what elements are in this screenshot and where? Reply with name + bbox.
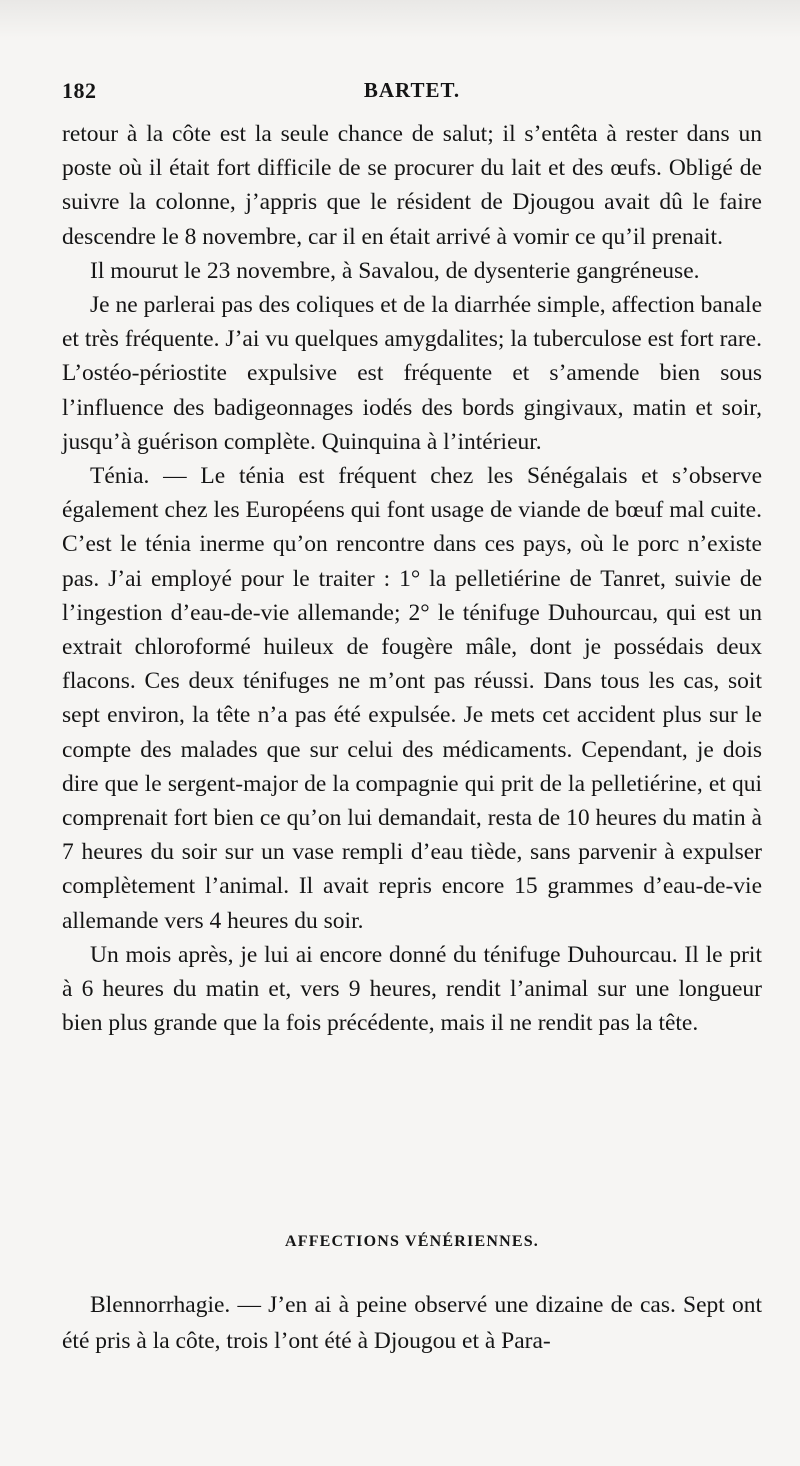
section-body-text [62, 1287, 762, 1359]
running-head: BARTET. [363, 78, 461, 102]
paragraph: Blennorrhagie. — J’en ai à peine observé une dizaine de cas. Sept ont été pris à la côte, trois l’ont été à Djougou et à Para- [62, 1292, 762, 1354]
page-header [62, 78, 762, 108]
section-heading: AFFECTIONS VÉNÉRIENNES. [284, 1233, 540, 1250]
paragraph: Je ne parlerai pas des coliques et de la diarrhée simple, affection banale et très fréquente. J’ai vu quelques amygdalites; la tuberculose est fort rare. L’ostéo-périostite expulsive est fréquente et s’amende bien sous l’influence des badigeonnages iodés des bords gingivaux, matin et soir, jusqu’à guérison complète. Quinquina à l’intérieur. [62, 292, 762, 455]
body-text [62, 117, 762, 1040]
paragraph: Ténia. — Le ténia est fréquent chez les Sénégalais et s’observe également chez les Européens qui font usage de viande de bœuf mal cuite. C’est le ténia inerme qu’on rencontre dans ces pays, où le porc n’existe pas. J’ai employé pour le traiter : 1° la pelletiérine de Tanret, suivie de l’ingestion d’eau-de-vie allemande; 2° le ténifuge Duhourcau, qui est un extrait chloroformé huileux de fougère mâle, dont je possédais deux flacons. Ces deux ténifuges ne m’ont pas réussi. Dans tous les cas, soit sept environ, la tête n’a pas été expulsée. Je mets cet accident plus sur le compte des malades que sur celui des médicaments. Cependant, je dois dire que le sergent-major de la compagnie qui prit de la pelletiérine, et qui comprenait fort bien ce qu’on lui demandait, resta de 10 heures du matin à 7 heures du soir sur un vase rempli d’eau tiède, sans parvenir à expulser complètement l’animal. Il avait repris encore 15 grammes d’eau-de-vie allemande vers 4 heures du soir. [62, 463, 762, 934]
page-top-edge [0, 0, 800, 38]
page-number: 182 [62, 78, 97, 103]
paragraph: Un mois après, je lui ai encore donné du ténifuge Duhourcau. Il le prit à 6 heures du matin et, vers 9 heures, rendit l’animal sur une longueur bien plus grande que la fois précédente, mais il ne rendit pas la tête. [62, 941, 762, 1037]
paragraph: Il mourut le 23 novembre, à Savalou, de dysenterie gangréneuse. [90, 257, 700, 284]
paragraph: retour à la côte est la seule chance de salut; il s’entêta à rester dans un poste où il était fort difficile de se procurer du lait et des œufs. Obligé de suivre la colonne, j’appris que le résident de Djougou avait dû le faire descendre le 8 novembre, car il en était arrivé à vomir ce qu’il prenait. [62, 121, 762, 250]
